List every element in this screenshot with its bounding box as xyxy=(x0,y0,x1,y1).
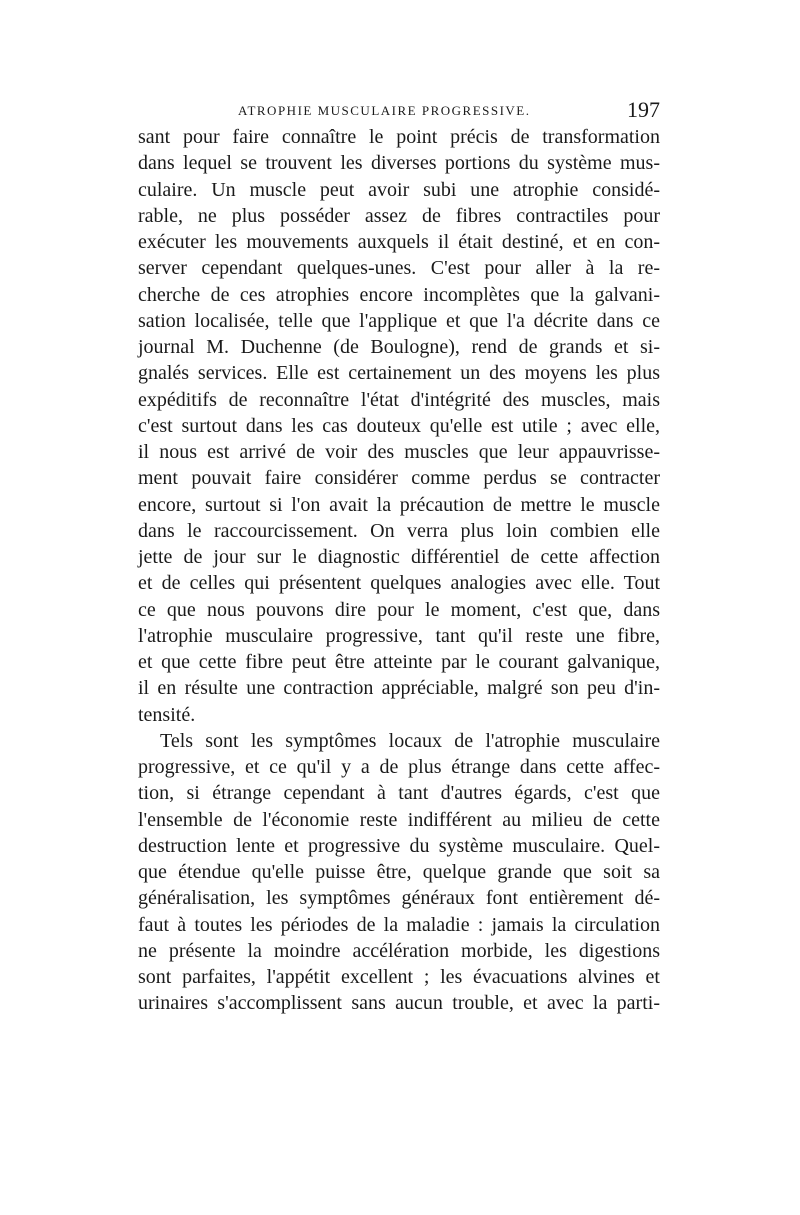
text-line: il nous est arrivé de voir des muscles que leur appauvrisse- xyxy=(138,441,660,463)
text-line: ce que nous pouvons dire pour le moment, c'est que, dans xyxy=(138,598,660,621)
text-line: faut à toutes les périodes de la maladie : jamais la circulation xyxy=(138,913,660,936)
running-title: ATROPHIE MUSCULAIRE PROGRESSIVE. xyxy=(238,103,531,118)
page-number: 197 xyxy=(627,97,660,122)
text-line: généralisation, les symptômes généraux font entièrement dé- xyxy=(138,887,660,910)
text-line: journal M. Duchenne (de Boulogne), rend de grands et si- xyxy=(138,336,660,358)
text-line: progressive, et ce qu'il y a de plus étrange dans cette affec- xyxy=(138,756,660,778)
text-line: Tels sont les symptômes locaux de l'atrophie musculaire xyxy=(160,729,660,752)
text-line: culaire. Un muscle peut avoir subi une atrophie considé- xyxy=(138,178,660,201)
text-line: sant pour faire connaître le point précis de transformation xyxy=(138,126,660,148)
text-line: dans le raccourcissement. On verra plus loin combien elle xyxy=(138,519,660,542)
text-line: c'est surtout dans les cas douteux qu'elle est utile ; avec elle, xyxy=(138,414,660,437)
text-line: encore, surtout si l'on avait la précaution de mettre le muscle xyxy=(138,493,660,516)
text-line: server cependant quelques-unes. C'est pour aller à la re- xyxy=(138,257,660,280)
text-line: l'ensemble de l'économie reste indifférent au milieu de cette xyxy=(138,808,660,831)
running-head xyxy=(138,97,660,125)
text-line: cherche de ces atrophies encore incomplètes que la galvani- xyxy=(138,283,660,306)
text-line: gnalés services. Elle est certainement un des moyens les plus xyxy=(138,362,660,385)
text-line: destruction lente et progressive du système musculaire. Quel- xyxy=(138,834,660,857)
text-line: expéditifs de reconnaître l'état d'intégrité des muscles, mais xyxy=(138,388,660,411)
text-line: et de celles qui présentent quelques analogies avec elle. Tout xyxy=(138,572,660,595)
text-line: que étendue qu'elle puisse être, quelque grande que soit sa xyxy=(138,861,660,883)
text-line: sont parfaites, l'appétit excellent ; les évacuations alvines et xyxy=(138,966,660,988)
text-line: tion, si étrange cependant à tant d'autres égards, c'est que xyxy=(138,782,660,805)
text-line: urinaires s'accomplissent sans aucun trouble, et avec la parti- xyxy=(138,992,660,1015)
text-line: jette de jour sur le diagnostic différentiel de cette affection xyxy=(138,546,660,568)
text-line: exécuter les mouvements auxquels il était destiné, et en con- xyxy=(138,231,660,253)
text-line: ment pouvait faire considérer comme perdus se contracter xyxy=(138,467,660,490)
text-line: rable, ne plus posséder assez de fibres contractiles pour xyxy=(138,204,660,227)
text-line: sation localisée, telle que l'applique et que l'a décrite dans ce xyxy=(138,309,660,332)
text-line: dans lequel se trouvent les diverses portions du système mus- xyxy=(138,152,660,175)
text-line: et que cette fibre peut être atteinte par le courant galvanique, xyxy=(138,651,660,673)
text-line: ne présente la moindre accélération morbide, les digestions xyxy=(138,939,660,962)
body-text xyxy=(138,124,660,1017)
text-line: l'atrophie musculaire progressive, tant qu'il reste une fibre, xyxy=(138,624,660,647)
text-line: il en résulte une contraction appréciable, malgré son peu d'in- xyxy=(138,677,660,700)
text-line: tensité. xyxy=(138,703,196,726)
